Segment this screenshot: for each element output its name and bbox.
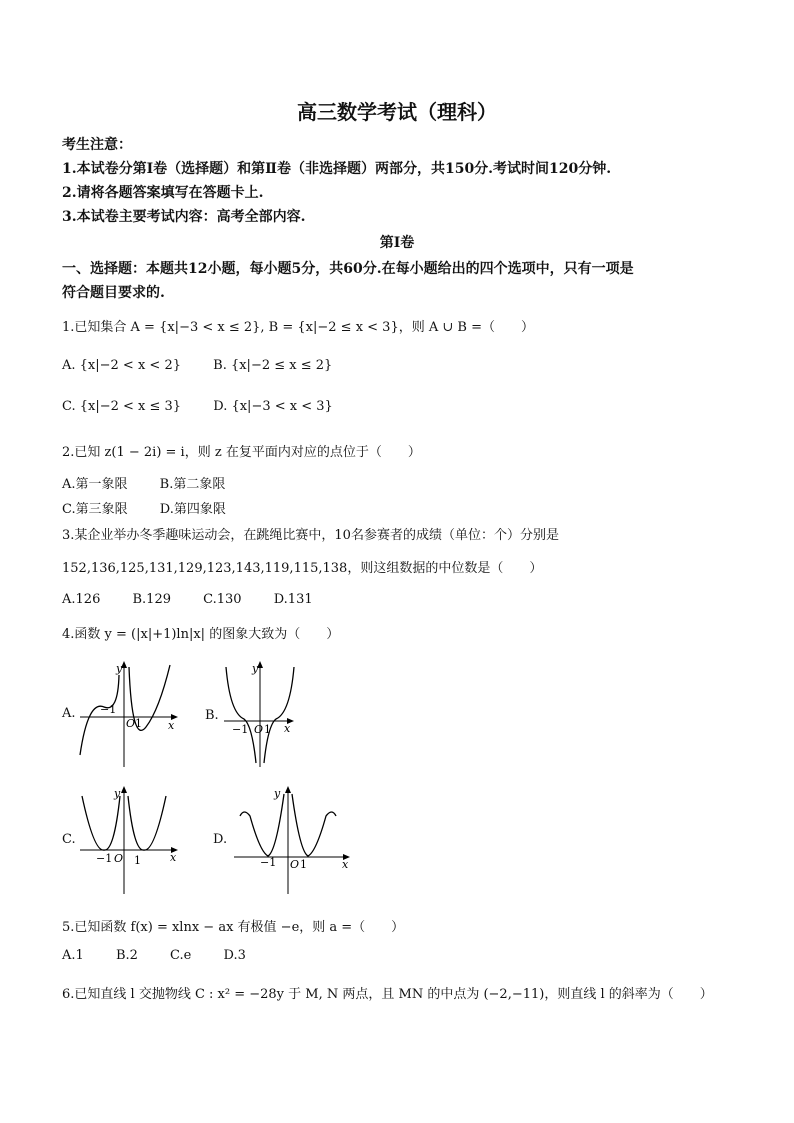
q2-option-d[interactable]: D.第四象限 [159, 502, 226, 517]
x-label: x [168, 719, 175, 732]
q2-option-a[interactable]: A.第一象限 [62, 477, 128, 492]
notice-heading: 考生注意： [62, 137, 132, 153]
q4-graph-d[interactable] [228, 780, 358, 898]
section-title: 第Ⅰ卷 [379, 235, 415, 251]
tick-neg-one: −1 [260, 856, 277, 869]
x-label: x [342, 858, 349, 871]
tick-one: 1 [300, 858, 307, 871]
x-label: x [284, 722, 291, 735]
q5-options [62, 948, 274, 963]
tick-one: 1 [264, 723, 271, 736]
part1-instruction-line1: 一、选择题：本题共12小题，每小题5分，共60分.在每小题给出的四个选项中，只有一项是 [62, 261, 634, 277]
tick-neg-one: −1 [96, 852, 113, 865]
q1-stem: 1.已知集合 A = {x|−3 < x ≤ 2}, B = {x|−2 ≤ x < 3}，则 A ∪ B =（ ） [62, 320, 534, 335]
curve-right [128, 796, 166, 850]
q4-option-b-label[interactable]: B. [205, 708, 219, 723]
q3-option-b[interactable]: B.129 [132, 592, 171, 607]
q4-stem: 4.函数 y = (|x|+1)ln|x| 的图象大致为（ ） [62, 627, 340, 642]
y-label: y [274, 787, 281, 800]
y-label: y [116, 662, 123, 675]
part1-instruction-line2: 符合题目要求的. [62, 285, 165, 301]
q5-option-b[interactable]: B.2 [115, 948, 138, 963]
q1-options-row2 [62, 399, 361, 414]
curve-left [226, 667, 256, 763]
q4-option-a-label[interactable]: A. [62, 706, 76, 721]
q3-stem-line2: 152,136,125,131,129,123,143,119,115,138，则这组数据的中位数是（ ） [62, 561, 543, 576]
q3-option-d[interactable]: D.131 [273, 592, 313, 607]
q2-option-b[interactable]: B.第二象限 [159, 477, 226, 492]
origin-label: O [290, 858, 300, 871]
notice-item-1: 1.本试卷分第Ⅰ卷（选择题）和第Ⅱ卷（非选择题）两部分，共150分.考试时间120分钟. [62, 161, 612, 177]
q4-option-d-label[interactable]: D. [213, 832, 228, 847]
y-axis-arrow-icon [285, 786, 291, 793]
q3-option-c[interactable]: C.130 [203, 592, 242, 607]
q6-stem: 6.已知直线 l 交抛物线 C : x² = −28y 于 M, N 两点，且 MN 的中点为 (−2,−11)，则直线 l 的斜率为（ ） [62, 987, 713, 1002]
notice-item-2: 2.请将各题答案填写在答题卡上. [62, 185, 264, 201]
q1-option-d[interactable]: D. {x|−3 < x < 3} [213, 399, 333, 414]
q4-graph-a[interactable] [74, 655, 186, 770]
q3-stem-line1: 3.某企业举办冬季趣味运动会，在跳绳比赛中，10名参赛者的成绩（单位：个）分别是 [62, 528, 559, 543]
q4-option-c-label[interactable]: C. [62, 832, 76, 847]
q5-stem: 5.已知函数 f(x) = xlnx − ax 有极值 −e，则 a =（ ） [62, 920, 405, 935]
q1-option-b[interactable]: B. {x|−2 ≤ x ≤ 2} [213, 358, 333, 373]
q5-option-d[interactable]: D.3 [223, 948, 246, 963]
tick-one: 1 [134, 854, 141, 867]
q3-option-a[interactable]: A.126 [62, 592, 101, 607]
y-label: y [252, 662, 259, 675]
q1-option-c[interactable]: C. {x|−2 < x ≤ 3} [62, 399, 182, 414]
curve-left [240, 794, 284, 856]
q2-stem: 2.已知 z(1 − 2i) = i，则 z 在复平面内对应的点位于（ ） [62, 445, 421, 460]
curve-left [82, 796, 120, 850]
q1-option-a[interactable]: A. {x|−2 < x < 2} [62, 358, 181, 373]
q4-graph-c[interactable] [74, 780, 186, 898]
q2-options-row1 [62, 473, 253, 492]
curve-right [264, 667, 294, 763]
x-label: x [170, 851, 177, 864]
curve-right [292, 794, 336, 856]
q5-option-c[interactable]: C.e [170, 948, 192, 963]
q1-options-row1 [62, 358, 360, 373]
tick-neg-one: −1 [100, 703, 117, 716]
y-label: y [114, 787, 121, 800]
origin-label: O [126, 717, 136, 730]
notice-item-3: 3.本试卷主要考试内容：高考全部内容. [62, 209, 306, 225]
y-axis-arrow-icon [121, 786, 127, 793]
q4-graph-b[interactable] [218, 655, 313, 770]
q5-option-a[interactable]: A.1 [62, 948, 84, 963]
origin-label: O [114, 852, 124, 865]
origin-label: O [254, 723, 264, 736]
q2-options-row2 [62, 498, 254, 517]
exam-title: 高三数学考试（理科） [297, 100, 497, 124]
tick-one: 1 [135, 717, 142, 730]
q2-option-c[interactable]: C.第三象限 [62, 502, 128, 517]
q3-options [62, 592, 341, 607]
tick-neg-one: −1 [232, 723, 249, 736]
